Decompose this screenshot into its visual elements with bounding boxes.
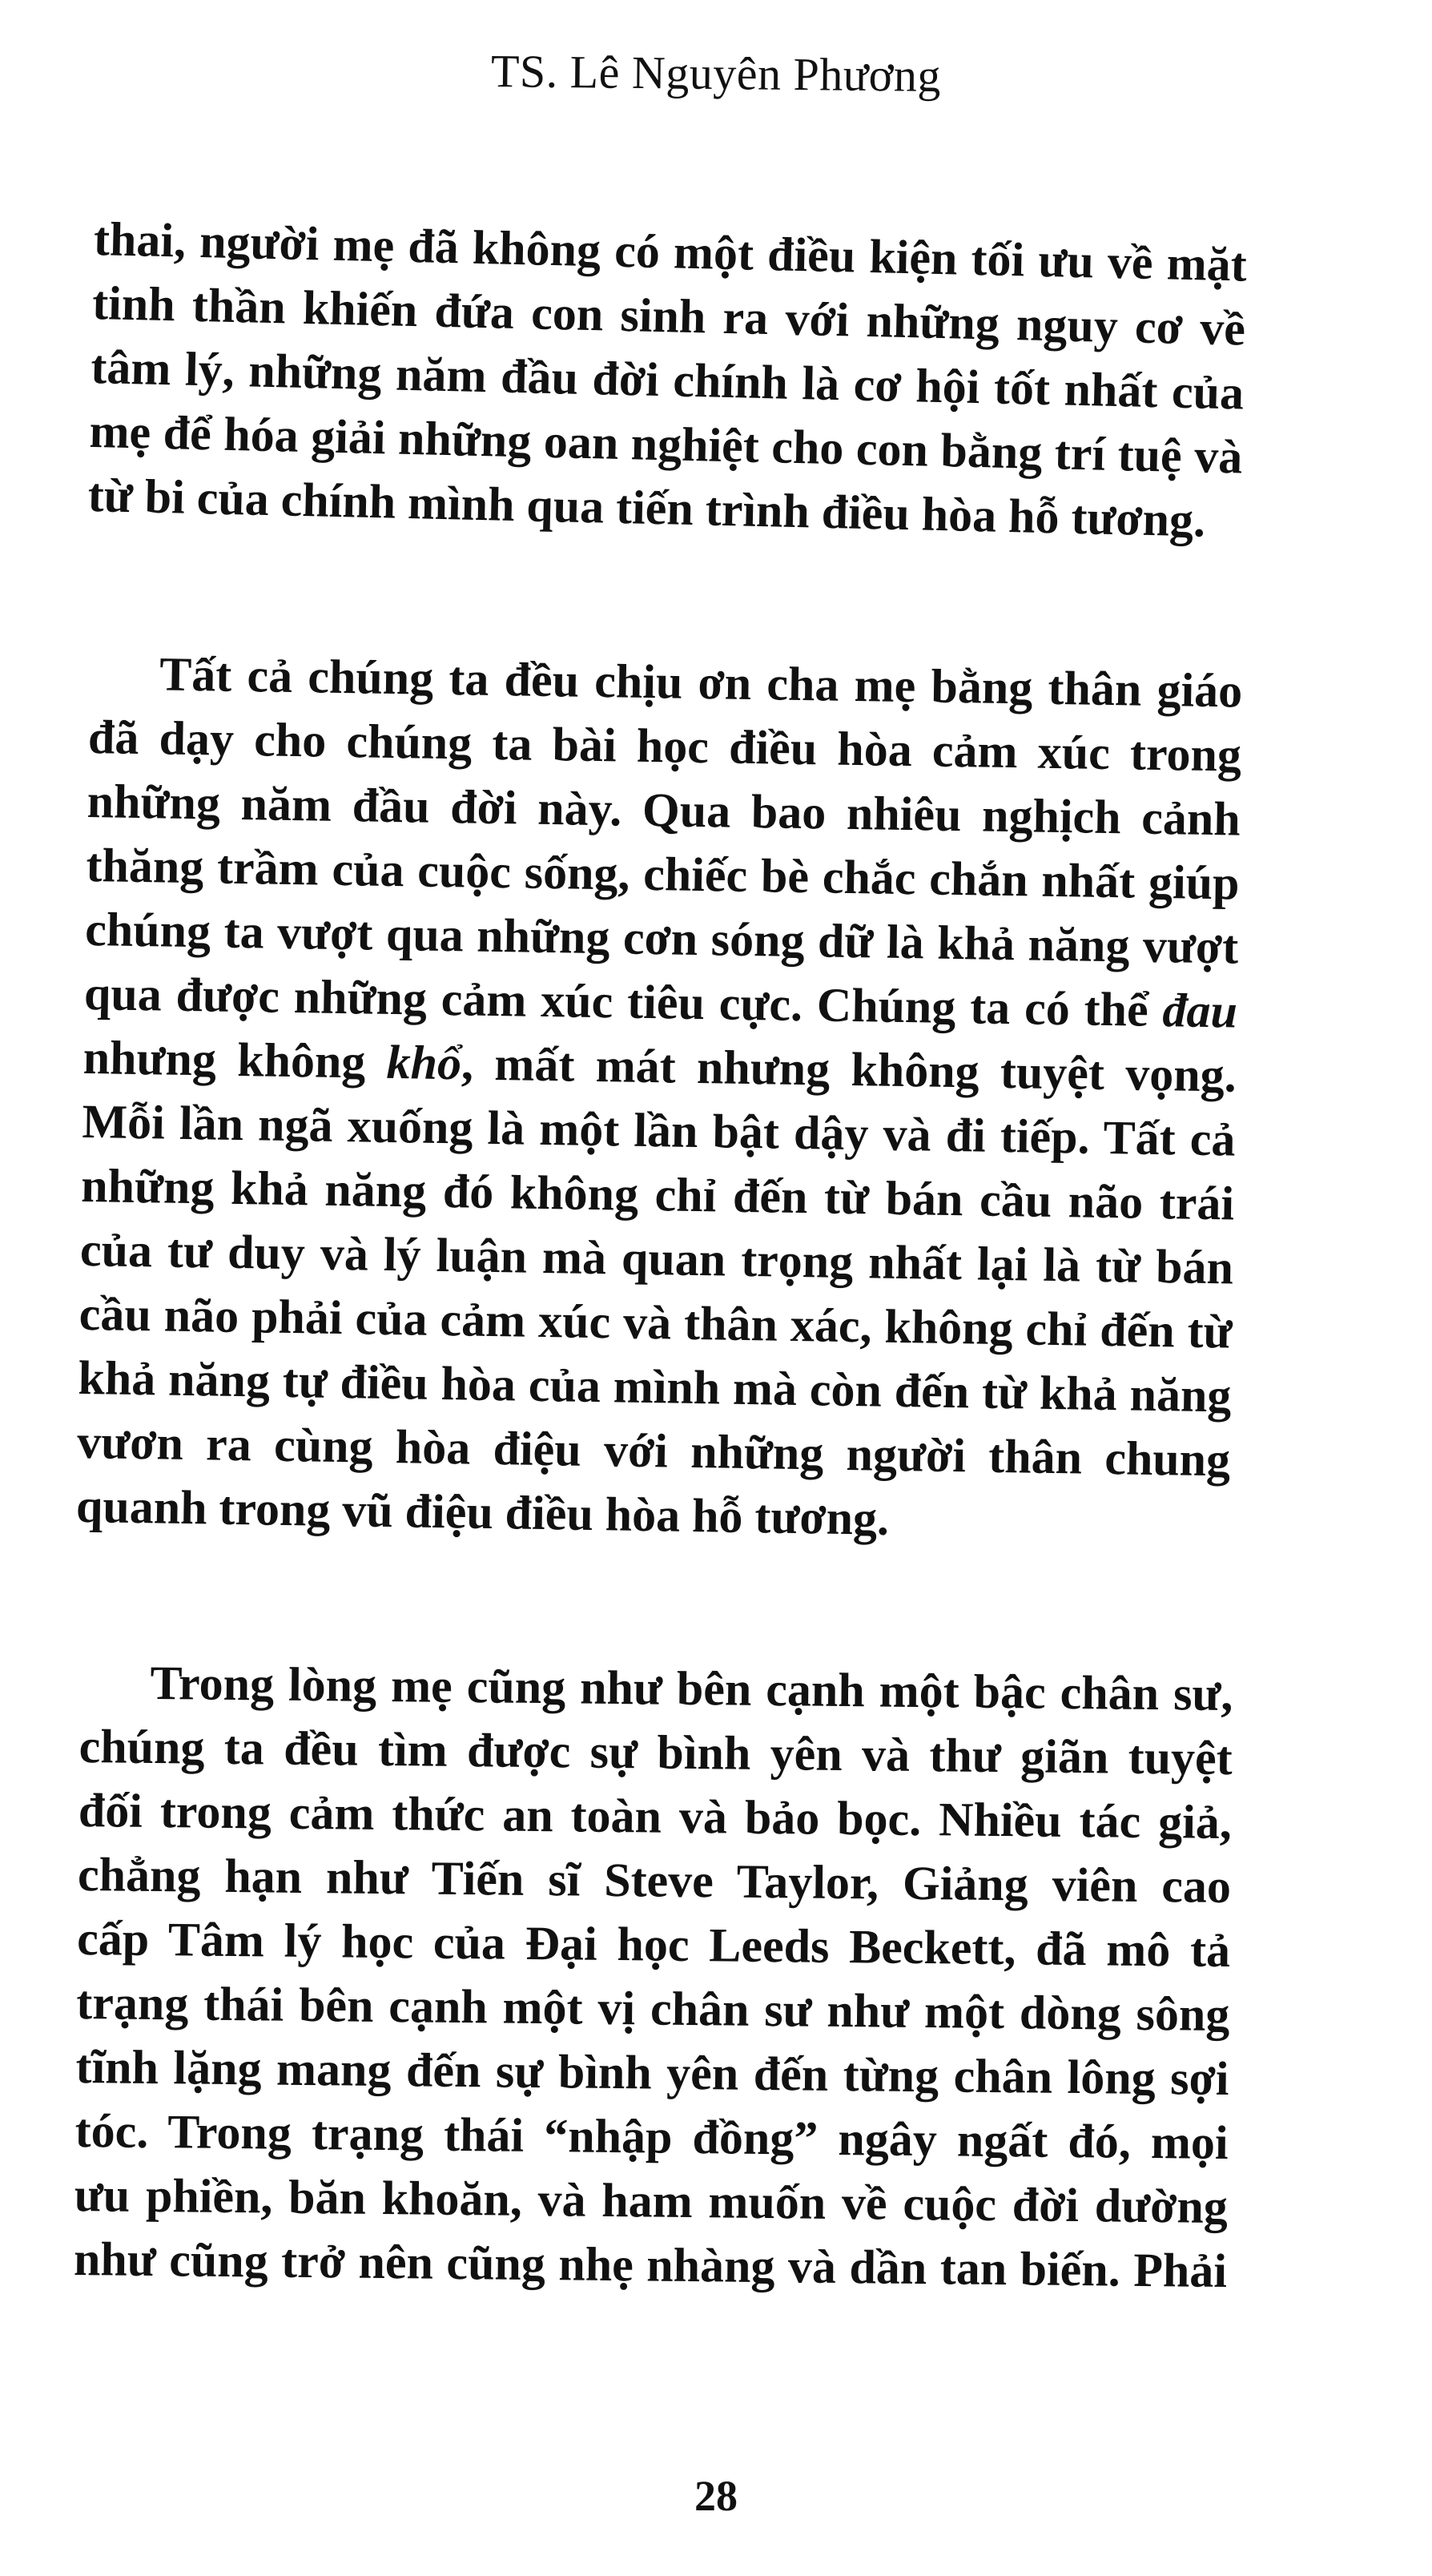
text-line: từ bi của chính mình qua tiến trình điều hòa hỗ tương. [87,468,1206,547]
text-line: quanh trong vũ điệu điều hòa hỗ tương. [75,1479,890,1545]
text-segment: qua được những cảm xúc tiêu cực. Chúng ta có thể [83,966,1164,1037]
text-line: Tất cả chúng ta đều chịu ơn cha mẹ bằng thân giáo [159,647,1243,718]
text-line: thăng trầm của cuộc sống, chiếc bè chắc chắn nhất giúp [86,838,1240,910]
text-line: tĩnh lặng mang đến sự bình yên đến từng chân lông sợi [75,2039,1229,2106]
text-line: cấp Tâm lý học của Đại học Leeds Beckett, đã mô tả [76,1911,1231,1978]
text-segment: nhưng không [82,1030,388,1089]
text-line: chúng ta vượt qua những cơn sóng dữ là khả năng vượt [84,902,1239,974]
text-line: chẳng hạn như Tiến sĩ Steve Taylor, Giảng viên cao [77,1847,1232,1914]
text-line: tinh thần khiến đứa con sinh ra với những nguy cơ về [91,276,1246,356]
text-line: trạng thái bên cạnh một vị chân sư như một dòng sông [76,1975,1230,2042]
text-line: những khả năng đó không chỉ đến từ bán cầu não trái [80,1158,1235,1230]
paragraph-1 [87,207,1248,553]
text-line: ưu phiền, băn khoăn, và ham muốn về cuộc đời dường [74,2167,1229,2234]
text-line: của tư duy và lý luận mà quan trọng nhất lại là từ bán [79,1222,1234,1294]
running-header-author: TS. Lê Nguyên Phương [490,45,942,102]
text-line: khả năng tự điều hòa của mình mà còn đến từ khả năng [78,1350,1232,1423]
paragraph-2 [75,641,1242,1556]
text-line: đối trong cảm thức an toàn và bảo bọc. Nhiều tác giả, [78,1783,1233,1849]
text-line: tóc. Trong trạng thái “nhập đồng” ngây ngất đó, mọi [74,2103,1229,2170]
text-line: như cũng trở nên cũng nhẹ nhàng và dần tan biến. Phải [73,2232,1228,2298]
text-line: chúng ta đều tìm được sự bình yên và thư giãn tuyệt [78,1719,1233,1785]
text-line: đã dạy cho chúng ta bài học điều hòa cảm xúc trong [87,710,1242,782]
text-line: Mỗi lần ngã xuống là một lần bật dậy và đi tiếp. Tất cả [82,1094,1236,1166]
text-line: thai, người mẹ đã không có một điều kiện tối ưu về mặt [93,211,1248,292]
text-line: những năm đầu đời này. Qua bao nhiêu nghịch cảnh [86,774,1241,846]
page-number: 28 [694,2472,738,2520]
paragraph-3 [74,1650,1233,2303]
text-line: vươn ra cùng hòa điệu với những người thân chung [76,1415,1231,1487]
text-line: cầu não phải của cảm xúc và thân xác, không chỉ đến từ [78,1286,1233,1358]
text-line: Trong lòng mẹ cũng như bên cạnh một bậc chân sư, [150,1656,1233,1721]
text-line: tâm lý, những năm đầu đời chính là cơ hội tốt nhất của [90,340,1245,420]
text-line: mẹ để hóa giải những oan nghiệt cho con bằng trí tuệ và [88,404,1244,484]
italic-word: khổ [386,1035,462,1090]
italic-word: đau [1162,984,1238,1038]
text-segment: , mất mát nhưng không tuyệt vọng. [461,1036,1237,1102]
